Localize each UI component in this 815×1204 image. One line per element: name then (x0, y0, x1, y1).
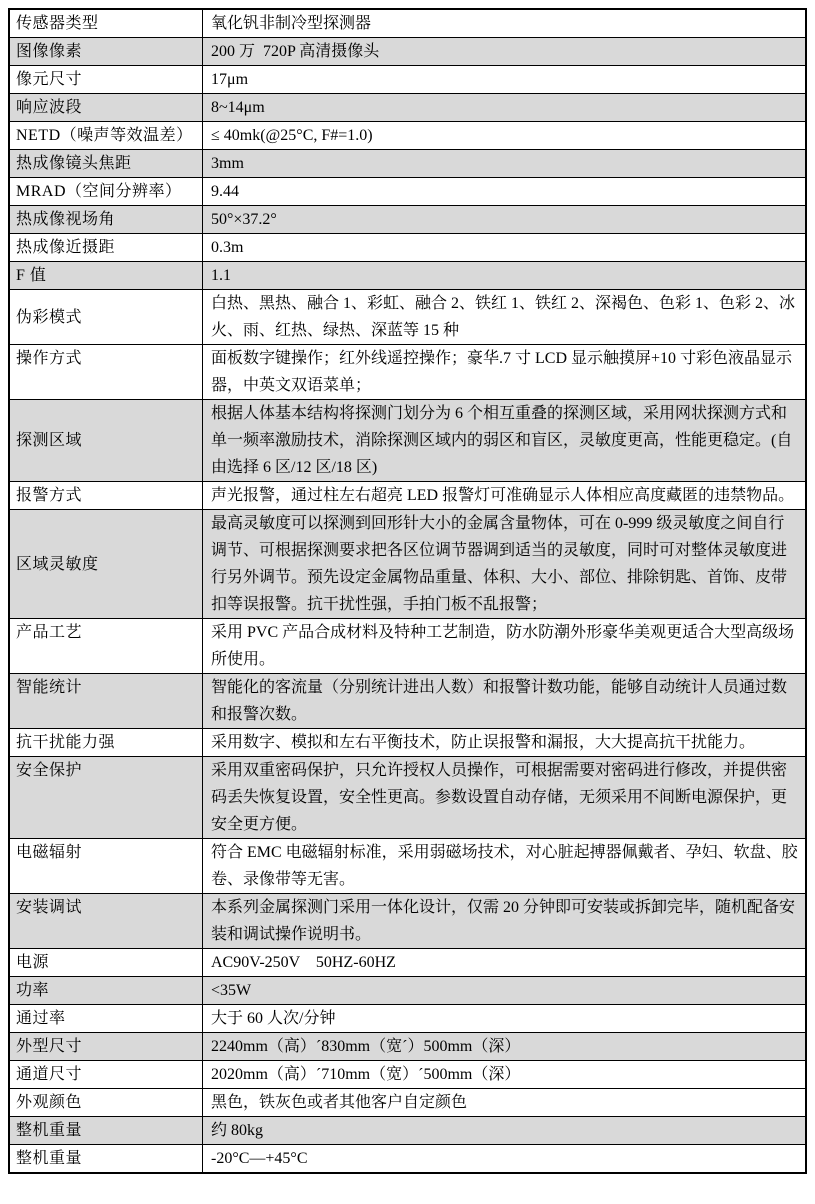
spec-label: 安装调试 (9, 894, 203, 949)
table-row (9, 400, 806, 482)
spec-value: 大于 60 人次/分钟 (203, 1005, 807, 1033)
spec-value: 采用双重密码保护，只允许授权人员操作，可根据需要对密码进行修改，并提供密码丢失恢复设置，安全性更高。参数设置自动存储，无须采用不间断电源保护，更安全更方便。 (203, 757, 807, 839)
spec-value: 面板数字键操作；红外线遥控操作；豪华.7 寸 LCD 显示触摸屏+10 寸彩色液晶显示器，中英文双语菜单； (203, 345, 807, 400)
spec-value: 2020mm（高）´710mm（宽）´500mm（深） (203, 1061, 807, 1089)
spec-label: MRAD（空间分辨率） (9, 178, 203, 206)
spec-label: 安全保护 (9, 757, 203, 839)
table-row (9, 482, 806, 510)
spec-label: 热成像镜头焦距 (9, 150, 203, 178)
spec-table (8, 8, 807, 1174)
table-row (9, 150, 806, 178)
spec-label: 热成像近摄距 (9, 234, 203, 262)
table-row (9, 1089, 806, 1117)
table-row (9, 1033, 806, 1061)
table-row (9, 94, 806, 122)
table-row (9, 839, 806, 894)
spec-value: 符合 EMC 电磁辐射标准，采用弱磁场技术，对心脏起搏器佩戴者、孕妇、软盘、胶卷、录像带等无害。 (203, 839, 807, 894)
table-row (9, 757, 806, 839)
spec-value: 黑色，铁灰色或者其他客户自定颜色 (203, 1089, 807, 1117)
spec-value: ≤ 40mk(@25°C, F#=1.0) (203, 122, 807, 150)
table-row (9, 894, 806, 949)
spec-label: 操作方式 (9, 345, 203, 400)
table-row (9, 977, 806, 1005)
table-row (9, 1005, 806, 1033)
spec-label: NETD（噪声等效温差） (9, 122, 203, 150)
spec-label: 区域灵敏度 (9, 510, 203, 619)
spec-label: 功率 (9, 977, 203, 1005)
spec-value: 采用数字、模拟和左右平衡技术，防止误报警和漏报，大大提高抗干扰能力。 (203, 729, 807, 757)
table-row (9, 619, 806, 674)
table-row (9, 262, 806, 290)
spec-table-body (9, 9, 806, 1173)
spec-label: 电源 (9, 949, 203, 977)
table-row (9, 206, 806, 234)
spec-value: 氧化钒非制冷型探测器 (203, 9, 807, 38)
table-row (9, 345, 806, 400)
spec-value: 17μm (203, 66, 807, 94)
spec-value: 50°×37.2° (203, 206, 807, 234)
spec-value: <35W (203, 977, 807, 1005)
spec-label: 通过率 (9, 1005, 203, 1033)
spec-value: 本系列金属探测门采用一体化设计，仅需 20 分钟即可安装或拆卸完毕，随机配备安装和调试操作说明书。 (203, 894, 807, 949)
spec-label: 探测区域 (9, 400, 203, 482)
spec-label: 图像像素 (9, 38, 203, 66)
spec-label: 整机重量 (9, 1117, 203, 1145)
spec-label: 电磁辐射 (9, 839, 203, 894)
spec-value: AC90V-250V 50HZ-60HZ (203, 949, 807, 977)
spec-label: F 值 (9, 262, 203, 290)
spec-label: 伪彩模式 (9, 290, 203, 345)
spec-label: 抗干扰能力强 (9, 729, 203, 757)
spec-label: 响应波段 (9, 94, 203, 122)
spec-label: 报警方式 (9, 482, 203, 510)
spec-label: 整机重量 (9, 1145, 203, 1174)
table-row (9, 1061, 806, 1089)
spec-value: 1.1 (203, 262, 807, 290)
table-row (9, 234, 806, 262)
spec-label: 传感器类型 (9, 9, 203, 38)
table-row (9, 38, 806, 66)
table-row (9, 1117, 806, 1145)
table-row (9, 1145, 806, 1174)
table-row (9, 510, 806, 619)
table-row (9, 290, 806, 345)
spec-value: 智能化的客流量（分别统计进出人数）和报警计数功能，能够自动统计人员通过数和报警次数。 (203, 674, 807, 729)
spec-value: 200 万 720P 高清摄像头 (203, 38, 807, 66)
spec-value: 8~14μm (203, 94, 807, 122)
spec-label: 热成像视场角 (9, 206, 203, 234)
spec-label: 外观颜色 (9, 1089, 203, 1117)
spec-value: 采用 PVC 产品合成材料及特种工艺制造，防水防潮外形豪华美观更适合大型高级场所使用。 (203, 619, 807, 674)
table-row (9, 66, 806, 94)
spec-value: -20°C—+45°C (203, 1145, 807, 1174)
table-row (9, 122, 806, 150)
spec-value: 0.3m (203, 234, 807, 262)
spec-value: 根据人体基本结构将探测门划分为 6 个相互重叠的探测区域，采用网状探测方式和单一频率激励技术，消除探测区域内的弱区和盲区，灵敏度更高，性能更稳定。(自由选择 6 区/12 区/18 区) (203, 400, 807, 482)
spec-label: 智能统计 (9, 674, 203, 729)
spec-value: 3mm (203, 150, 807, 178)
table-row (9, 729, 806, 757)
table-row (9, 9, 806, 38)
spec-value: 最高灵敏度可以探测到回形针大小的金属含量物体，可在 0-999 级灵敏度之间自行调节、可根据探测要求把各区位调节器调到适当的灵敏度，同时可对整体灵敏度进行另外调节。预先设定金属物品重量、体积、大小、部位、排除钥匙、首饰、皮带扣等误报警。抗干扰性强，手拍门板不乱报警； (203, 510, 807, 619)
table-row (9, 674, 806, 729)
spec-value: 2240mm（高）´830mm（宽´）500mm（深） (203, 1033, 807, 1061)
spec-value: 约 80kg (203, 1117, 807, 1145)
spec-label: 外型尺寸 (9, 1033, 203, 1061)
spec-label: 产品工艺 (9, 619, 203, 674)
spec-value: 9.44 (203, 178, 807, 206)
spec-value: 声光报警，通过柱左右超亮 LED 报警灯可准确显示人体相应高度藏匿的违禁物品。 (203, 482, 807, 510)
spec-value: 白热、黑热、融合 1、彩虹、融合 2、铁红 1、铁红 2、深褐色、色彩 1、色彩 2、冰火、雨、红热、绿热、深蓝等 15 种 (203, 290, 807, 345)
spec-label: 通道尺寸 (9, 1061, 203, 1089)
table-row (9, 178, 806, 206)
table-row (9, 949, 806, 977)
spec-label: 像元尺寸 (9, 66, 203, 94)
